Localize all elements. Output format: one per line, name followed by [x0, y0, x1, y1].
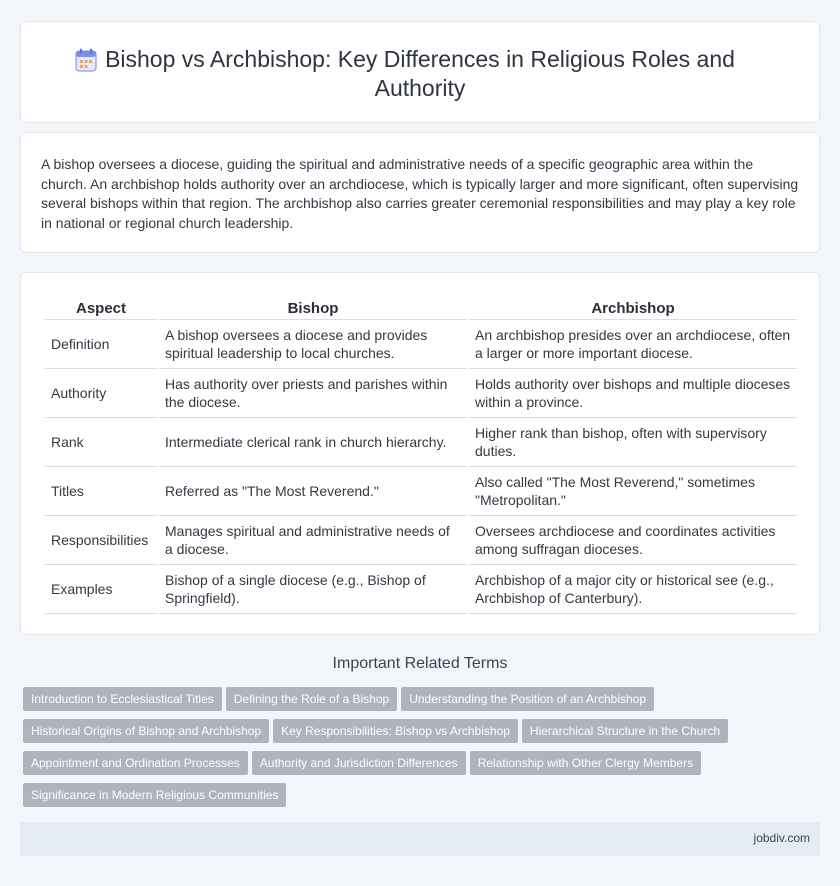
bishop-cell: Intermediate clerical rank in church hierarchy. [159, 418, 467, 467]
table-row [45, 467, 797, 516]
comparison-table [43, 297, 799, 614]
related-term-link[interactable]: Defining the Role of a Bishop [226, 687, 397, 711]
related-term-link[interactable]: Hierarchical Structure in the Church [522, 719, 728, 743]
related-terms-list [23, 687, 823, 815]
header-bishop: Bishop [159, 297, 467, 320]
related-term-link[interactable]: Authority and Jurisdiction Differences [252, 751, 466, 775]
archbishop-cell: An archbishop presides over an archdiocese, often a larger or more important diocese. [469, 320, 797, 369]
comparison-card [20, 272, 820, 635]
title-card [20, 21, 820, 123]
aspect-cell: Rank [45, 418, 157, 467]
related-term-link[interactable]: Introduction to Ecclesiastical Titles [23, 687, 222, 711]
related-term-link[interactable]: Understanding the Position of an Archbishop [401, 687, 654, 711]
table-row [45, 369, 797, 418]
table-row [45, 320, 797, 369]
table-row [45, 516, 797, 565]
archbishop-cell: Archbishop of a major city or historical see (e.g., Archbishop of Canterbury). [469, 565, 797, 614]
related-term-link[interactable]: Appointment and Ordination Processes [23, 751, 248, 775]
intro-paragraph: A bishop oversees a diocese, guiding the spiritual and administrative needs of a specific geographic area within the church. An archbishop holds authority over an archdiocese, which is typically larger and more significant, often supervising several bishops within that region. The archbishop also carries greater ceremonial responsibilities and may play a key role in national or regional church leadership. [41, 156, 799, 231]
archbishop-cell: Higher rank than bishop, often with supervisory duties. [469, 418, 797, 467]
footer [20, 822, 820, 856]
aspect-cell: Authority [45, 369, 157, 418]
related-term-link[interactable]: Key Responsibilities: Bishop vs Archbishop [273, 719, 518, 743]
bishop-cell: Has authority over priests and parishes within the diocese. [159, 369, 467, 418]
header-archbishop: Archbishop [469, 297, 797, 320]
footer-site-link[interactable]: jobdiv.com [753, 831, 810, 845]
archbishop-cell: Holds authority over bishops and multiple dioceses within a province. [469, 369, 797, 418]
archbishop-cell: Oversees archdiocese and coordinates activities among suffragan dioceses. [469, 516, 797, 565]
page-title: Bishop vs Archbishop: Key Differences in Religious Roles and Authority [105, 46, 735, 101]
aspect-cell: Responsibilities [45, 516, 157, 565]
archbishop-cell: Also called "The Most Reverend," sometimes "Metropolitan." [469, 467, 797, 516]
related-term-link[interactable]: Significance in Modern Religious Communities [23, 783, 286, 807]
table-row [45, 565, 797, 614]
bishop-cell: A bishop oversees a diocese and provides spiritual leadership to local churches. [159, 320, 467, 369]
bishop-cell: Bishop of a single diocese (e.g., Bishop of Springfield). [159, 565, 467, 614]
aspect-cell: Definition [45, 320, 157, 369]
aspect-cell: Examples [45, 565, 157, 614]
bishop-cell: Manages spiritual and administrative needs of a diocese. [159, 516, 467, 565]
related-term-link[interactable]: Relationship with Other Clergy Members [470, 751, 701, 775]
table-row [45, 418, 797, 467]
bishop-cell: Referred as "The Most Reverend." [159, 467, 467, 516]
related-term-link[interactable]: Historical Origins of Bishop and Archbishop [23, 719, 269, 743]
header-aspect: Aspect [45, 297, 157, 320]
aspect-cell: Titles [45, 467, 157, 516]
intro-card [20, 132, 820, 253]
table-header-row [45, 297, 797, 320]
related-terms-heading: Important Related Terms [332, 655, 508, 672]
